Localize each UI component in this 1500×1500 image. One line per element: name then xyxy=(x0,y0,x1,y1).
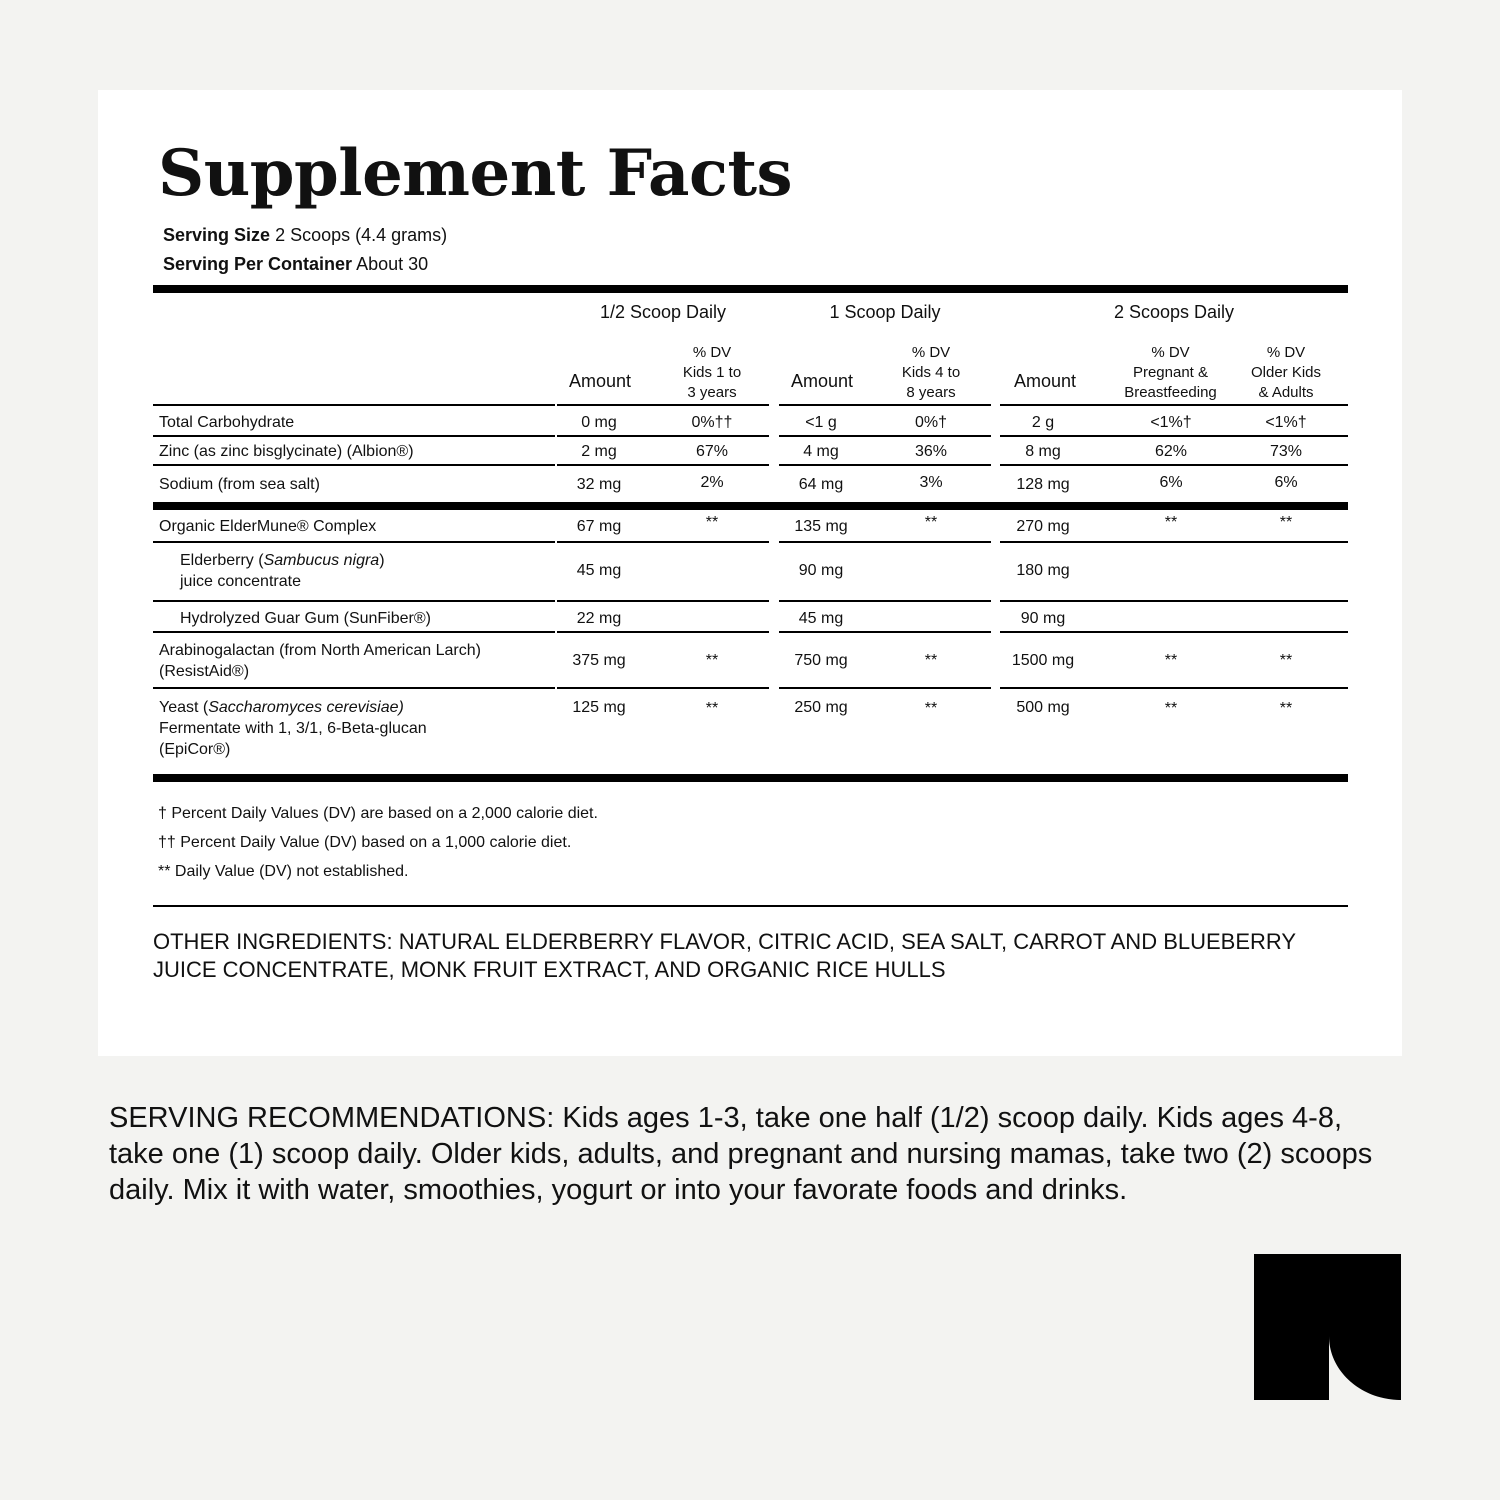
dv-cell: ** xyxy=(1279,514,1293,531)
row-separator xyxy=(779,600,991,602)
amount-cell: 375 mg xyxy=(572,652,626,669)
header-underline xyxy=(779,404,991,406)
row-separator xyxy=(1000,464,1348,466)
n-logo-icon xyxy=(1254,1254,1401,1400)
row-separator xyxy=(557,464,769,466)
row-separator xyxy=(1000,631,1348,633)
ingredient-name-line: (ResistAid®) xyxy=(159,663,250,680)
column-group-header: 1 Scoop Daily xyxy=(829,302,941,322)
amount-cell: 125 mg xyxy=(572,699,626,716)
dv-header: % DV Kids 1 to 3 years xyxy=(682,344,742,401)
amount-cell: 250 mg xyxy=(794,699,848,716)
dv-cell: ** xyxy=(705,514,719,531)
dv-cell: <1%† xyxy=(1150,414,1192,431)
footnote-single-dagger: † Percent Daily Values (DV) are based on a 2,000 calorie diet. xyxy=(158,805,598,822)
amount-cell: 90 mg xyxy=(798,562,844,579)
amount-cell: 45 mg xyxy=(798,610,844,627)
amount-cell: 2 g xyxy=(1031,414,1055,431)
dv-cell: 6% xyxy=(1159,474,1183,491)
row-separator xyxy=(557,541,769,543)
ingredient-name-line: (EpiCor®) xyxy=(159,741,231,758)
row-separator xyxy=(557,435,769,437)
ingredient-name: Organic ElderMune® Complex xyxy=(159,518,377,535)
amount-header: Amount xyxy=(790,371,854,391)
ingredient-name: Zinc (as zinc bisglycinate) (Albion®) xyxy=(159,443,414,460)
column-group-header: 1/2 Scoop Daily xyxy=(599,302,727,322)
dv-cell: 0%† xyxy=(914,414,948,431)
other-ingredients: OTHER INGREDIENTS: NATURAL ELDERBERRY FLAVOR, CITRIC ACID, SEA SALT, CARROT AND BLUEBERRY JUICE CONCENTRATE, MONK FRUIT EXTRACT, AND ORGANIC RICE HULLS xyxy=(153,929,1296,982)
row-separator xyxy=(1000,600,1348,602)
amount-cell: 270 mg xyxy=(1016,518,1070,535)
row-separator xyxy=(1000,541,1348,543)
dv-cell: ** xyxy=(924,652,938,669)
header-underline xyxy=(557,404,769,406)
amount-cell: <1 g xyxy=(805,414,837,431)
amount-cell: 500 mg xyxy=(1016,699,1070,716)
dv-cell: ** xyxy=(1279,652,1293,669)
ingredient-name-part: Elderberry ( xyxy=(180,552,264,569)
row-separator xyxy=(153,631,555,633)
amount-cell: 1500 mg xyxy=(1011,652,1075,669)
amount-cell: 8 mg xyxy=(1025,443,1061,460)
dv-header: % DV Older Kids & Adults xyxy=(1250,344,1322,401)
amount-cell: 128 mg xyxy=(1016,476,1070,493)
row-separator xyxy=(1000,435,1348,437)
dv-cell: ** xyxy=(1164,652,1178,669)
bottom-rule xyxy=(153,774,1348,782)
dv-header: % DV Pregnant & Breastfeeding xyxy=(1124,344,1217,401)
amount-cell: 135 mg xyxy=(794,518,848,535)
dv-cell: ** xyxy=(1164,700,1178,717)
dv-cell: ** xyxy=(705,652,719,669)
supplement-facts-panel xyxy=(98,90,1402,1056)
ingredient-name: Total Carbohydrate xyxy=(159,414,295,431)
ingredient-name: Sodium (from sea salt) xyxy=(159,476,320,493)
amount-header: Amount xyxy=(568,371,632,391)
row-separator xyxy=(153,541,555,543)
header-underline xyxy=(1000,404,1348,406)
serving-size: Serving Size 2 Scoops (4.4 grams) xyxy=(163,225,448,245)
servings-per-container: Serving Per Container About 30 xyxy=(163,254,429,274)
footnote-double-dagger: †† Percent Daily Value (DV) based on a 1,000 calorie diet. xyxy=(158,834,572,851)
ingredient-name: Hydrolyzed Guar Gum (SunFiber®) xyxy=(180,610,431,627)
amount-cell: 67 mg xyxy=(576,518,622,535)
ingredient-name-part: ) xyxy=(379,552,385,569)
row-separator xyxy=(779,435,991,437)
dv-cell: ** xyxy=(924,700,938,717)
dv-header: % DV Kids 4 to 8 years xyxy=(901,344,961,401)
ingredient-name-line: juice concentrate xyxy=(180,573,301,590)
row-separator xyxy=(557,600,769,602)
top-rule xyxy=(153,285,1348,293)
ingredient-name xyxy=(159,697,404,718)
divider xyxy=(153,905,1348,907)
dv-cell: 0%†† xyxy=(691,414,733,431)
row-separator xyxy=(153,435,555,437)
ingredient-name xyxy=(180,550,385,571)
serving-recommendations: SERVING RECOMMENDATIONS: Kids ages 1-3, take one half (1/2) scoop daily. Kids ages 4-8, take one (1) scoop daily. Older kids, adults, and pregnant and nursing mamas, take two (2) scoops daily. Mix it with water, smoothies, yogurt or into your favorate foods and drinks. xyxy=(109,1102,1373,1206)
row-separator xyxy=(1000,687,1348,689)
amount-cell: 2 mg xyxy=(581,443,617,460)
dv-cell: 3% xyxy=(919,474,943,491)
row-separator xyxy=(153,600,555,602)
row-separator xyxy=(153,687,555,689)
ingredient-name-part: Sambucus nigra xyxy=(263,552,380,569)
amount-cell: 0 mg xyxy=(581,414,617,431)
dv-cell: ** xyxy=(1279,700,1293,717)
header-underline xyxy=(153,404,555,406)
column-group-header: 2 Scoops Daily xyxy=(1113,302,1235,322)
amount-cell: 22 mg xyxy=(576,610,622,627)
row-separator xyxy=(779,631,991,633)
dv-cell: 36% xyxy=(914,443,948,460)
section-rule xyxy=(153,502,1348,510)
row-separator xyxy=(153,464,555,466)
amount-cell: 750 mg xyxy=(794,652,848,669)
dv-cell: 67% xyxy=(695,443,729,460)
dv-cell: 62% xyxy=(1154,443,1188,460)
ingredient-name-part: Saccharomyces cerevisiae) xyxy=(208,699,404,716)
row-separator xyxy=(557,631,769,633)
amount-cell: 45 mg xyxy=(576,562,622,579)
page-title: Supplement Facts xyxy=(158,136,793,211)
dv-cell: ** xyxy=(1164,514,1178,531)
dv-cell: 73% xyxy=(1269,443,1303,460)
ingredient-name: Arabinogalactan (from North American Larch) xyxy=(159,642,481,659)
dv-cell: ** xyxy=(924,514,938,531)
row-separator xyxy=(779,541,991,543)
footnote-not-established: ** Daily Value (DV) not established. xyxy=(158,863,409,880)
amount-header: Amount xyxy=(1013,371,1077,391)
dv-cell: 6% xyxy=(1274,474,1298,491)
dv-cell: ** xyxy=(705,700,719,717)
row-separator xyxy=(557,687,769,689)
amount-cell: 4 mg xyxy=(803,443,839,460)
ingredient-name-part: Yeast ( xyxy=(159,699,209,716)
dv-cell: 2% xyxy=(700,474,724,491)
dv-cell: <1%† xyxy=(1265,414,1307,431)
amount-cell: 64 mg xyxy=(798,476,844,493)
ingredient-name-line: Fermentate with 1, 3/1, 6-Beta-glucan xyxy=(159,720,427,737)
row-separator xyxy=(779,687,991,689)
amount-cell: 180 mg xyxy=(1016,562,1070,579)
amount-cell: 90 mg xyxy=(1020,610,1066,627)
row-separator xyxy=(779,464,991,466)
amount-cell: 32 mg xyxy=(576,476,622,493)
